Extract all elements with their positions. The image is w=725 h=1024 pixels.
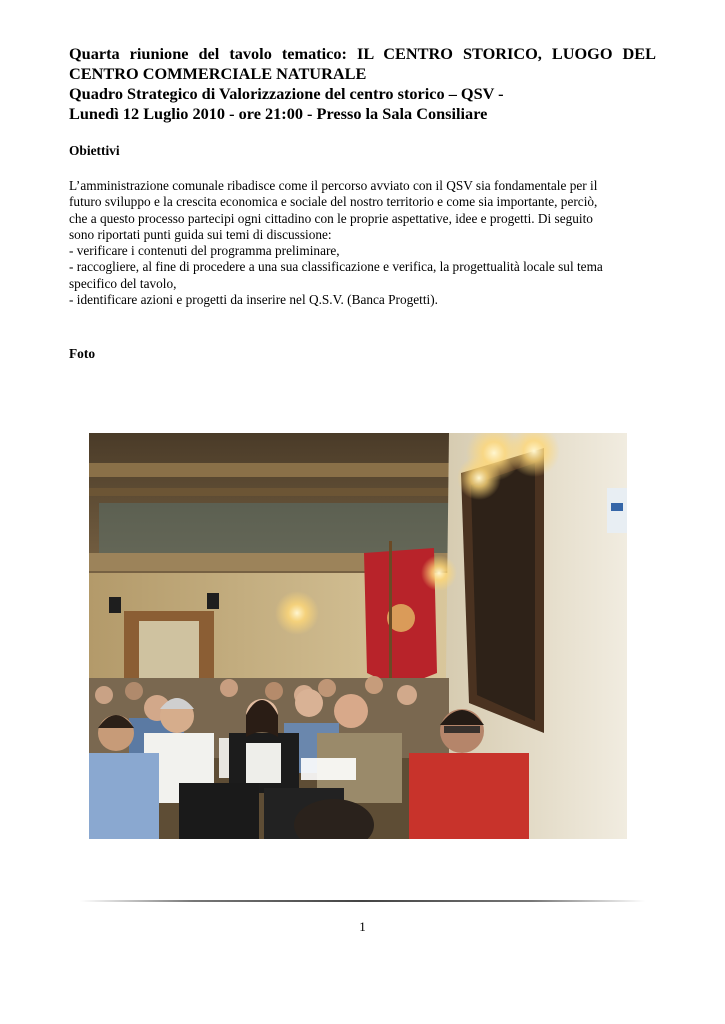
objectives-line: futuro sviluppo e la crescita economica e sociale del nostro territorio e come sia importante, perciò, <box>69 194 598 210</box>
title-line-3: Quadro Strategico di Valorizzazione del centro storico – QSV - <box>69 84 504 103</box>
objectives-line: specifico del tavolo, <box>69 275 177 291</box>
title-line-1: Quarta riunione del tavolo tematico: IL CENTRO STORICO, LUOGO DEL <box>69 44 656 63</box>
objectives-line: - identificare azioni e progetti da inserire nel Q.S.V. (Banca Progetti). <box>69 292 438 308</box>
objectives-line: L’amministrazione comunale ribadisce come il percorso avviato con il QSV sia fondamentale per il <box>69 178 598 193</box>
document-title <box>69 44 656 124</box>
objectives-line: - raccogliere, al fine di procedere a una sua classificazione e verifica, la progettualità locale sul tema <box>69 259 603 275</box>
objectives-paragraph <box>69 178 669 308</box>
page-number: 1 <box>359 919 366 934</box>
objectives-heading: Obiettivi <box>69 143 120 158</box>
objectives-line: che a questo processo partecipi ogni cittadino con le proprie aspettative, idee e progetti. Di seguito <box>69 210 593 226</box>
footer-divider <box>80 900 645 902</box>
title-line-4: Lunedì 12 Luglio 2010 - ore 21:00 - Presso la Sala Consiliare <box>69 104 488 123</box>
title-line-2: CENTRO COMMERCIALE NATURALE <box>69 64 367 83</box>
meeting-photo <box>89 433 627 839</box>
objectives-line: - verificare i contenuti del programma preliminare, <box>69 243 340 259</box>
objectives-line: sono riportati punti guida sui temi di discussione: <box>69 226 332 242</box>
photo-heading: Foto <box>69 346 96 361</box>
